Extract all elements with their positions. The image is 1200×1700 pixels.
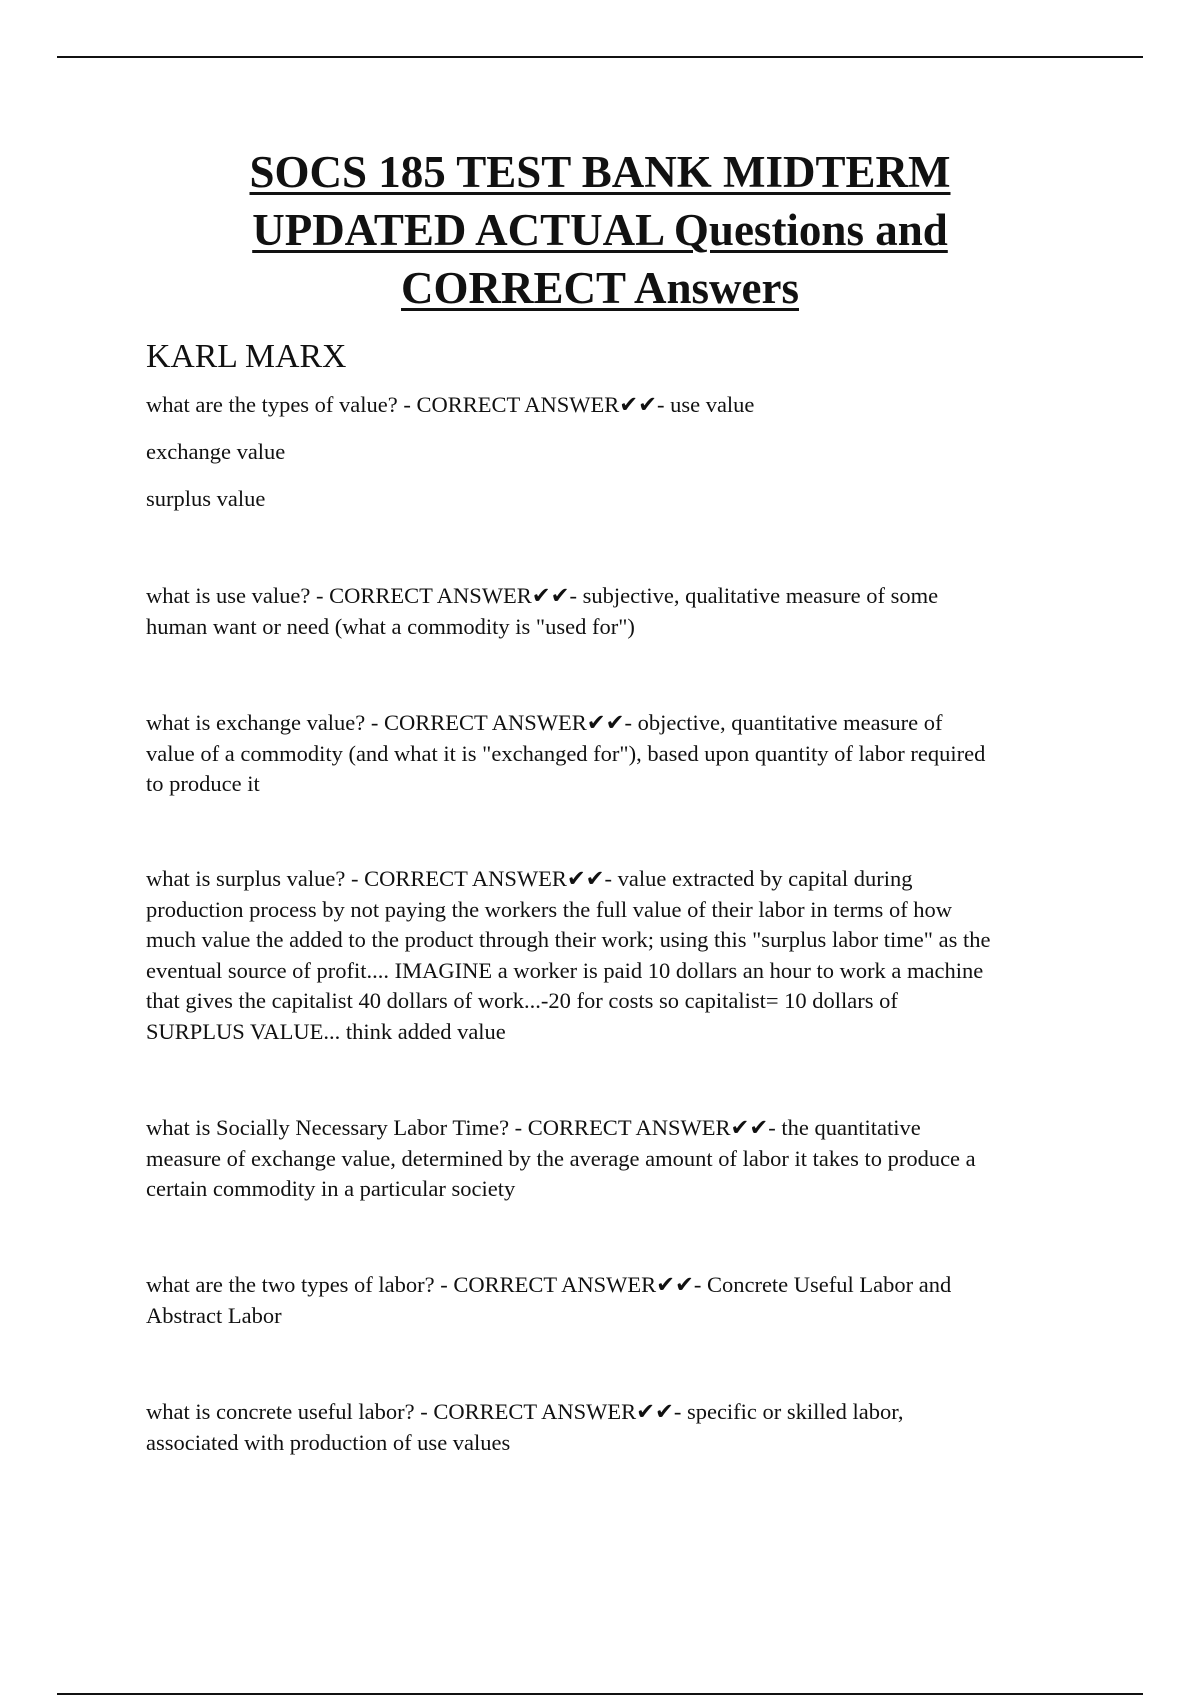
text-line: value of a commodity (and what it is "exchanged for"), based upon quantity of labor required xyxy=(146,740,986,766)
text-line: surplus value xyxy=(146,486,266,511)
bottom-rule xyxy=(57,1693,1143,1695)
text-line: that gives the capitalist 40 dollars of work...-20 for costs so capitalist= 10 dollars of xyxy=(146,988,898,1013)
text-line: what are the types of value? - CORRECT ANSWER✔✔- use value xyxy=(146,392,755,417)
text-line: certain commodity in a particular society xyxy=(146,1176,516,1201)
qa-block-use-value xyxy=(146,581,1066,642)
text-line: measure of exchange value, determined by the average amount of labor it takes to produce a xyxy=(146,1145,976,1171)
text-line: what are the two types of labor? - CORRECT ANSWER✔✔- Concrete Useful Labor and xyxy=(146,1272,952,1297)
qa-block-exchange-value xyxy=(146,708,1066,800)
answer-line-surplus-value xyxy=(146,484,1066,515)
section-heading: KARL MARX xyxy=(146,338,347,375)
text-line: what is concrete useful labor? - CORRECT ANSWER✔✔- specific or skilled labor, xyxy=(146,1399,904,1424)
text-line: production process by not paying the workers the full value of their labor in terms of how xyxy=(146,896,953,922)
text-line: much value the added to the product through their work; using this "surplus labor time" as the xyxy=(146,927,991,952)
text-line: associated with production of use values xyxy=(146,1429,511,1455)
text-line: eventual source of profit.... IMAGINE a worker is paid 10 dollars an hour to work a machine xyxy=(146,957,984,983)
text-line: what is use value? - CORRECT ANSWER✔✔- subjective, qualitative measure of some xyxy=(146,583,939,608)
text-line: to produce it xyxy=(146,771,260,796)
qa-block-concrete-useful-labor xyxy=(146,1397,1066,1458)
document-title xyxy=(100,143,1100,317)
text-line: what is Socially Necessary Labor Time? - CORRECT ANSWER✔✔- the quantitative xyxy=(146,1115,921,1140)
qa-block-types-of-value xyxy=(146,390,1066,421)
text-line: Abstract Labor xyxy=(146,1302,282,1328)
title-line-3: CORRECT Answers xyxy=(401,263,799,313)
text-line: what is surplus value? - CORRECT ANSWER✔✔- value extracted by capital during xyxy=(146,866,913,891)
top-rule xyxy=(57,56,1143,58)
title-line-2: UPDATED ACTUAL Questions and xyxy=(252,205,948,255)
title-line-1: SOCS 185 TEST BANK MIDTERM xyxy=(249,147,951,197)
qa-block-two-types-of-labor xyxy=(146,1270,1066,1331)
text-line: SURPLUS VALUE... think added value xyxy=(146,1018,506,1044)
qa-block-surplus-value xyxy=(146,864,1066,1047)
answer-line-exchange-value xyxy=(146,437,1066,468)
text-line: exchange value xyxy=(146,439,286,464)
text-line: human want or need (what a commodity is "used for") xyxy=(146,613,635,639)
text-line: what is exchange value? - CORRECT ANSWER✔✔- objective, quantitative measure of xyxy=(146,710,943,735)
qa-block-socially-necessary-labor-time xyxy=(146,1113,1066,1205)
